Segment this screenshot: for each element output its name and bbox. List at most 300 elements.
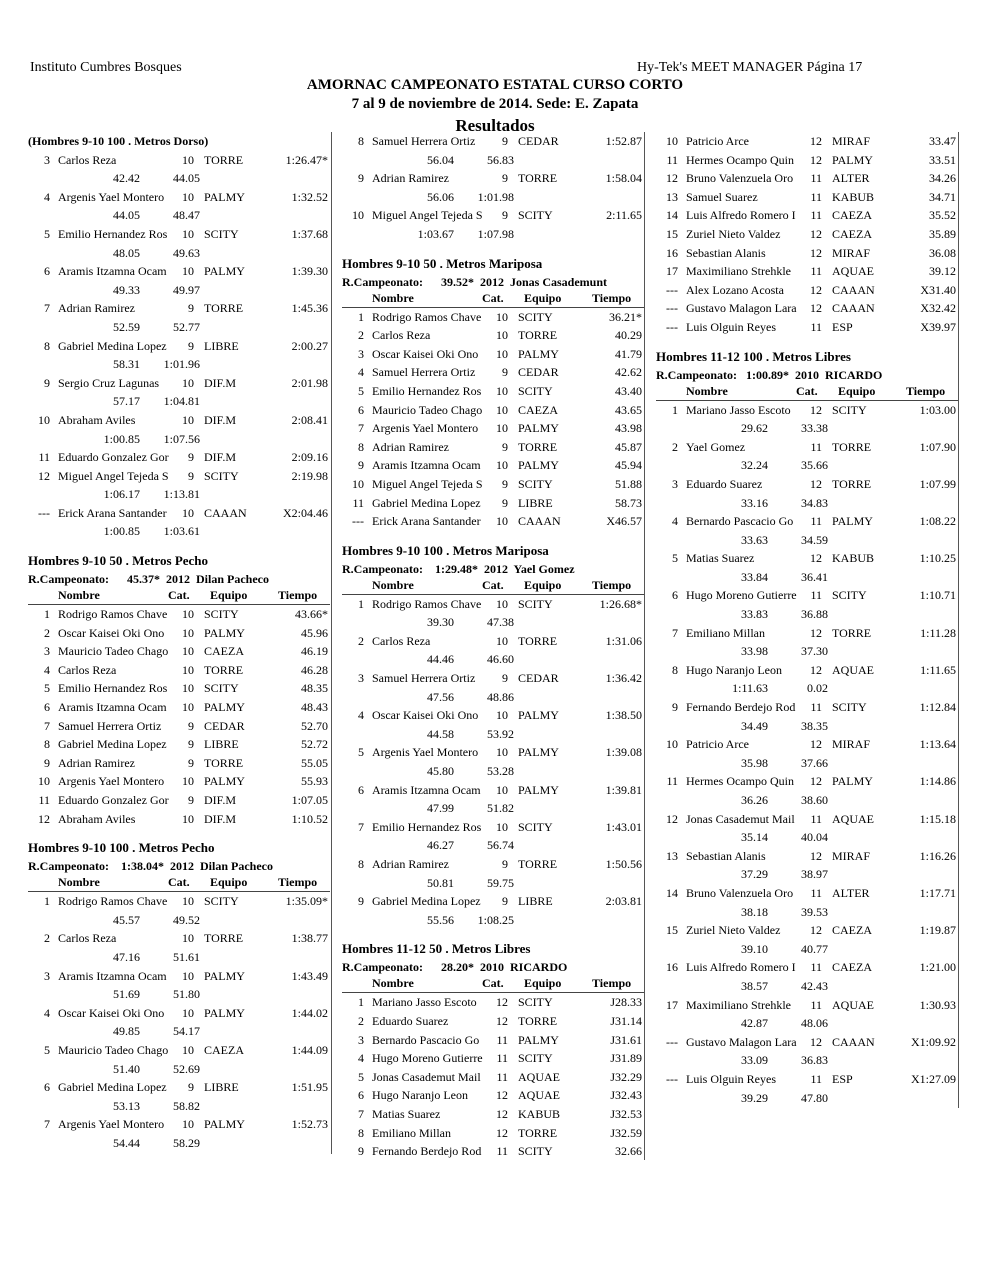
- split-row: [342, 151, 644, 170]
- place: 10: [666, 737, 678, 752]
- split-time: 48.05: [113, 245, 140, 260]
- split-row: [28, 169, 330, 188]
- final-time: J32.59: [610, 1125, 642, 1140]
- split-time: 34.49: [741, 718, 768, 733]
- result-row: [342, 326, 644, 345]
- team-code: SCITY: [204, 468, 239, 483]
- final-time: 41.79: [615, 346, 642, 361]
- team-code: SCITY: [518, 476, 553, 491]
- place: 2: [44, 625, 50, 640]
- championship-record: R.Campeonato: 1:00.89* 2010 RICARDO: [656, 367, 883, 382]
- result-row: [28, 717, 330, 736]
- split-time: 56.04: [427, 152, 454, 167]
- split-time: 47.16: [113, 949, 140, 964]
- final-time: 1:11.28: [920, 625, 956, 640]
- swimmer-name: Carlos Reza: [58, 662, 117, 677]
- age-category: 9: [502, 208, 508, 223]
- age-category: 12: [810, 662, 822, 677]
- team-code: CAAAN: [832, 1034, 875, 1049]
- place: ---: [352, 514, 364, 529]
- result-row: [342, 1086, 644, 1105]
- age-category: 11: [496, 1144, 508, 1159]
- swimmer-name: Aramis Itzamna Ocam: [58, 264, 167, 279]
- split-time: 46.27: [427, 838, 454, 853]
- split-time: 49.52: [173, 912, 200, 927]
- team-code: TORRE: [204, 755, 244, 770]
- team-code: PALMY: [204, 625, 245, 640]
- column-divider-2: [644, 132, 645, 1160]
- place: 7: [44, 718, 50, 733]
- age-category: 9: [502, 476, 508, 491]
- swimmer-name: Gabriel Medina Lopez: [372, 894, 481, 909]
- place: 9: [358, 1144, 364, 1159]
- championship-record: R.Campeonato: 1:29.48* 2012 Yael Gomez: [342, 561, 575, 576]
- championship-record: R.Campeonato: 28.20* 2010 RICARDO: [342, 960, 568, 975]
- results-list: [342, 308, 644, 531]
- age-category: 12: [810, 774, 822, 789]
- final-time: 1:26.68*: [599, 596, 642, 611]
- age-category: 12: [496, 1125, 508, 1140]
- result-row: [656, 401, 958, 420]
- final-time: 1:52.87: [605, 134, 642, 148]
- age-category: 12: [496, 1088, 508, 1103]
- split-row: [656, 791, 958, 810]
- team-code: TORRE: [518, 1125, 558, 1140]
- split-time: 52.69: [173, 1061, 200, 1076]
- final-time: 45.94: [615, 458, 642, 473]
- final-time: 2:08.41: [291, 412, 328, 427]
- place: 4: [44, 1005, 50, 1020]
- swimmer-name: Luis Alfredo Romero I: [686, 208, 796, 223]
- swimmer-name: Oscar Kaisei Oki Ono: [372, 346, 479, 361]
- split-time: 38.35: [801, 718, 828, 733]
- split-time: 29.62: [741, 421, 768, 436]
- split-time: 33.84: [741, 569, 768, 584]
- split-time: 52.77: [173, 319, 200, 334]
- team-code: SCITY: [518, 819, 553, 834]
- split-row: [656, 940, 958, 959]
- place: 12: [38, 811, 50, 826]
- place: 16: [666, 960, 678, 975]
- swimmer-name: Emiliano Millan: [686, 625, 765, 640]
- header-cat: Cat.: [168, 875, 190, 890]
- final-time: 1:12.84: [919, 700, 956, 715]
- age-category: 10: [496, 745, 508, 760]
- swimmer-name: Hermes Ocampo Quin: [686, 152, 794, 167]
- column-header: [342, 577, 644, 595]
- column-header: [656, 383, 958, 401]
- event-title: Hombres 11-12 50 . Metros Libres: [342, 941, 531, 957]
- split-time: 44.05: [113, 208, 140, 223]
- split-time: 33.98: [741, 644, 768, 659]
- result-row: [28, 754, 330, 773]
- place: 13: [666, 848, 678, 863]
- team-code: PALMY: [832, 152, 873, 167]
- age-category: 11: [810, 588, 822, 603]
- final-time: 1:32.52: [291, 189, 328, 204]
- age-category: 9: [502, 894, 508, 909]
- age-category: 9: [502, 671, 508, 686]
- result-row: [342, 132, 644, 151]
- team-code: KABUB: [832, 551, 875, 566]
- age-category: 12: [810, 625, 822, 640]
- age-category: 9: [188, 755, 194, 770]
- age-category: 10: [182, 968, 194, 983]
- swimmer-name: Abraham Aviles: [58, 412, 136, 427]
- split-time: 36.83: [801, 1053, 828, 1068]
- swimmer-name: Hugo Moreno Gutierre: [372, 1051, 483, 1066]
- result-row: [28, 262, 330, 281]
- age-category: 9: [188, 1080, 194, 1095]
- age-category: 11: [810, 1071, 822, 1086]
- final-time: 1:50.56: [605, 857, 642, 871]
- place: 7: [358, 819, 364, 834]
- result-row: [342, 419, 644, 438]
- results-column-3: [656, 132, 958, 1107]
- age-category: 10: [182, 505, 194, 520]
- swimmer-name: Miguel Angel Tejeda S: [372, 476, 483, 491]
- team-code: PALMY: [832, 774, 873, 789]
- final-time: 36.08: [929, 245, 956, 260]
- header-time: Tiempo: [906, 383, 946, 398]
- final-time: 2:01.98: [291, 375, 328, 390]
- final-time: 1:36.42: [605, 671, 642, 686]
- event-title: Hombres 9-10 50 . Metros Pecho: [28, 553, 209, 569]
- split-row: [342, 799, 644, 818]
- place: 11: [666, 152, 678, 167]
- split-row: [342, 725, 644, 744]
- place: 1: [44, 894, 50, 909]
- result-row: [656, 438, 958, 457]
- team-code: PALMY: [518, 745, 559, 760]
- team-code: MIRAF: [832, 245, 871, 260]
- final-time: 1:39.81: [605, 782, 642, 797]
- swimmer-name: Samuel Herrera Ortiz: [372, 365, 476, 380]
- swimmer-name: Gabriel Medina Lopez: [58, 1080, 167, 1095]
- team-code: LIBRE: [204, 338, 239, 353]
- split-time: 52.59: [113, 319, 140, 334]
- split-time: 51.40: [113, 1061, 140, 1076]
- team-code: SCITY: [518, 383, 553, 398]
- team-code: MIRAF: [832, 737, 871, 752]
- team-code: SCITY: [204, 607, 239, 622]
- split-time: 58.29: [173, 1135, 200, 1150]
- final-time: 42.62: [615, 365, 642, 380]
- team-code: SCITY: [518, 596, 553, 611]
- age-category: 12: [810, 301, 822, 316]
- swimmer-name: Samuel Herrera Ortiz: [58, 718, 162, 733]
- split-row: [28, 318, 330, 337]
- header-cat: Cat.: [482, 976, 504, 991]
- championship-record: R.Campeonato: 45.37* 2012 Dilan Pacheco: [28, 572, 269, 587]
- final-time: 1:10.52: [291, 811, 328, 826]
- organization-name: Instituto Cumbres Bosques: [30, 60, 182, 75]
- place: 1: [44, 607, 50, 622]
- place: 2: [44, 931, 50, 946]
- age-category: 12: [810, 737, 822, 752]
- final-time: 1:15.18: [919, 811, 956, 826]
- split-time: 1:00.85: [103, 431, 140, 446]
- age-category: 10: [182, 662, 194, 677]
- team-code: CEDAR: [518, 134, 559, 148]
- place: 8: [44, 338, 50, 353]
- age-category: 10: [496, 383, 508, 398]
- team-code: SCITY: [518, 1144, 553, 1159]
- swimmer-name: Bernardo Pascacio Go: [686, 514, 794, 529]
- place: 9: [358, 171, 364, 186]
- split-time: 51.80: [173, 987, 200, 1002]
- swimmer-name: Miguel Angel Tejeda S: [372, 208, 483, 223]
- age-category: 9: [502, 857, 508, 871]
- swimmer-name: Adrian Ramirez: [372, 857, 449, 871]
- result-row: [656, 1033, 958, 1052]
- age-category: 9: [188, 793, 194, 807]
- age-category: 9: [188, 338, 194, 353]
- swimmer-name: Emiliano Millan: [372, 1125, 451, 1140]
- place: 8: [358, 857, 364, 871]
- result-row: [28, 188, 330, 207]
- final-time: 1:10.71: [919, 588, 956, 603]
- age-category: 10: [182, 264, 194, 279]
- final-time: 1:16.26: [919, 848, 956, 863]
- split-row: [342, 225, 644, 244]
- age-category: 12: [810, 134, 822, 148]
- split-time: 33.38: [801, 421, 828, 436]
- split-time: 36.26: [741, 793, 768, 807]
- header-time: Tiempo: [592, 976, 632, 991]
- swimmer-name: Rodrigo Ramos Chave: [58, 894, 168, 909]
- final-time: 2:00.27: [291, 338, 328, 353]
- result-row: [28, 735, 330, 754]
- split-time: 45.57: [113, 912, 140, 927]
- age-category: 11: [810, 319, 822, 334]
- final-time: 33.47: [929, 134, 956, 148]
- final-time: 39.12: [929, 264, 956, 279]
- result-row: [28, 624, 330, 643]
- team-code: SCITY: [204, 894, 239, 909]
- swimmer-name: Carlos Reza: [58, 931, 117, 946]
- swimmer-name: Carlos Reza: [372, 633, 431, 648]
- result-row: [28, 967, 330, 986]
- age-category: 11: [810, 514, 822, 529]
- final-time: 1:19.87: [919, 923, 956, 938]
- result-row: [28, 929, 330, 948]
- team-code: DIF.M: [204, 412, 237, 427]
- age-category: 10: [496, 402, 508, 417]
- swimmer-name: Emilio Hernandez Ros: [58, 681, 168, 696]
- place: 9: [44, 755, 50, 770]
- final-time: 55.05: [301, 755, 328, 770]
- final-time: J32.29: [610, 1069, 642, 1084]
- final-time: 1:03.00: [919, 402, 956, 417]
- final-time: 2:03.81: [605, 894, 642, 909]
- swimmer-name: Gabriel Medina Lopez: [58, 737, 167, 752]
- team-code: CAEZA: [204, 644, 244, 659]
- swimmer-name: Adrian Ramirez: [372, 439, 449, 454]
- team-code: AQUAE: [832, 997, 874, 1012]
- result-row: [342, 1068, 644, 1087]
- final-time: 48.43: [301, 700, 328, 715]
- split-time: 40.77: [801, 941, 828, 956]
- result-row: [342, 1142, 644, 1161]
- result-row: [656, 188, 958, 207]
- split-time: 56.74: [487, 838, 514, 853]
- split-time: 39.30: [427, 615, 454, 630]
- split-row: [28, 1060, 330, 1079]
- meet-title: AMORNAC CAMPEONATO ESTATAL CURSO CORTO: [306, 77, 684, 93]
- result-row: [656, 244, 958, 263]
- age-category: 11: [810, 811, 822, 826]
- swimmer-name: Matias Suarez: [686, 551, 755, 566]
- result-row: [656, 132, 958, 151]
- place: 12: [666, 171, 678, 186]
- result-row: [656, 624, 958, 643]
- header-cat: Cat.: [796, 383, 818, 398]
- place: 8: [358, 439, 364, 454]
- final-time: X32.42: [920, 301, 956, 316]
- place: 16: [666, 245, 678, 260]
- result-row: [656, 206, 958, 225]
- age-category: 10: [496, 708, 508, 723]
- team-code: DIF.M: [204, 375, 237, 390]
- header-team: Equipo: [524, 290, 562, 305]
- team-code: LIBRE: [204, 1080, 239, 1095]
- split-time: 35.14: [741, 830, 768, 845]
- header-time: Tiempo: [592, 577, 632, 592]
- team-code: TORRE: [832, 476, 872, 491]
- result-row: [342, 345, 644, 364]
- split-time: 37.66: [801, 755, 828, 770]
- swimmer-name: Argenis Yael Montero: [58, 774, 165, 789]
- split-time: 34.83: [801, 495, 828, 510]
- split-time: 38.60: [801, 793, 828, 807]
- swimmer-name: Mauricio Tadeo Chago: [58, 1042, 169, 1057]
- final-time: J28.33: [610, 995, 642, 1010]
- header-name: Nombre: [372, 976, 414, 991]
- split-time: 54.44: [113, 1135, 140, 1150]
- swimmer-name: Erick Arana Santander: [58, 505, 167, 520]
- team-code: CAEZA: [832, 923, 872, 938]
- team-code: AQUAE: [832, 662, 874, 677]
- split-time: 1:00.85: [103, 524, 140, 539]
- place: 6: [358, 402, 364, 417]
- final-time: 33.51: [929, 152, 956, 167]
- split-row: [656, 642, 958, 661]
- place: 6: [358, 782, 364, 797]
- team-code: CEDAR: [518, 671, 559, 686]
- split-time: 36.88: [801, 607, 828, 622]
- swimmer-name: Sergio Cruz Lagunas: [58, 375, 160, 390]
- header-team: Equipo: [524, 577, 562, 592]
- split-time: 49.63: [173, 245, 200, 260]
- swimmer-name: Bruno Valenzuela Oro: [686, 171, 794, 186]
- split-time: 33.63: [741, 532, 768, 547]
- swimmer-name: Aramis Itzamna Ocam: [58, 968, 167, 983]
- team-code: PALMY: [518, 421, 559, 436]
- final-time: 1:43.01: [605, 819, 642, 834]
- swimmer-name: Maximiliano Strehkle: [686, 264, 791, 279]
- result-row: [28, 1041, 330, 1060]
- place: 8: [358, 1125, 364, 1140]
- final-time: 1:07.90: [919, 439, 956, 454]
- swimmer-name: Patricio Arce: [686, 134, 749, 148]
- split-time: 1:03.67: [417, 226, 454, 241]
- result-row: [656, 475, 958, 494]
- age-category: 10: [182, 226, 194, 241]
- team-code: PALMY: [204, 189, 245, 204]
- result-row: [28, 337, 330, 356]
- result-row: [28, 642, 330, 661]
- split-time: 53.13: [113, 1098, 140, 1113]
- split-row: [342, 688, 644, 707]
- header-time: Tiempo: [278, 875, 318, 890]
- result-row: [342, 595, 644, 614]
- team-code: TORRE: [518, 857, 558, 871]
- age-category: 11: [810, 439, 822, 454]
- split-time: 57.17: [113, 394, 140, 409]
- split-time: 35.98: [741, 755, 768, 770]
- place: 12: [666, 811, 678, 826]
- final-time: X31.40: [920, 282, 956, 297]
- result-row: [342, 475, 644, 494]
- place: ---: [666, 1034, 678, 1049]
- place: 4: [672, 514, 678, 529]
- team-code: CAAAN: [204, 505, 247, 520]
- place: 13: [666, 189, 678, 204]
- final-time: 2:19.98: [291, 468, 328, 483]
- split-time: 1:01.98: [477, 189, 514, 204]
- split-row: [342, 836, 644, 855]
- age-category: 10: [182, 412, 194, 427]
- place: 1: [358, 995, 364, 1010]
- team-code: TORRE: [204, 152, 244, 167]
- place: 10: [38, 412, 50, 427]
- place: 4: [358, 365, 364, 380]
- age-category: 10: [182, 700, 194, 715]
- final-time: 1:38.50: [605, 708, 642, 723]
- split-time: 51.82: [487, 801, 514, 816]
- place: 14: [666, 208, 678, 223]
- place: ---: [666, 319, 678, 334]
- place: 9: [358, 894, 364, 909]
- result-row: [342, 363, 644, 382]
- age-category: 10: [496, 596, 508, 611]
- place: 3: [672, 476, 678, 491]
- header-name: Nombre: [58, 875, 100, 890]
- age-category: 12: [810, 476, 822, 491]
- team-code: PALMY: [518, 458, 559, 473]
- team-code: PALMY: [204, 1117, 245, 1132]
- results-column-1: [28, 132, 330, 1153]
- place: 17: [666, 264, 678, 279]
- result-row: [28, 810, 330, 829]
- split-time: 56.06: [427, 189, 454, 204]
- split-time: 46.60: [487, 652, 514, 667]
- place: 3: [358, 671, 364, 686]
- place: 15: [666, 923, 678, 938]
- age-category: 11: [496, 1051, 508, 1066]
- team-code: DIF.M: [204, 793, 237, 807]
- age-category: 11: [496, 1069, 508, 1084]
- result-row: [342, 308, 644, 327]
- meet-subtitle: 7 al 9 de noviembre de 2014. Sede: E. Zapata: [351, 96, 639, 112]
- place: 12: [38, 468, 50, 483]
- age-category: 10: [182, 607, 194, 622]
- split-time: 42.42: [113, 171, 140, 186]
- team-code: SCITY: [832, 402, 867, 417]
- split-time: 53.28: [487, 764, 514, 779]
- split-time: 48.06: [801, 1016, 828, 1031]
